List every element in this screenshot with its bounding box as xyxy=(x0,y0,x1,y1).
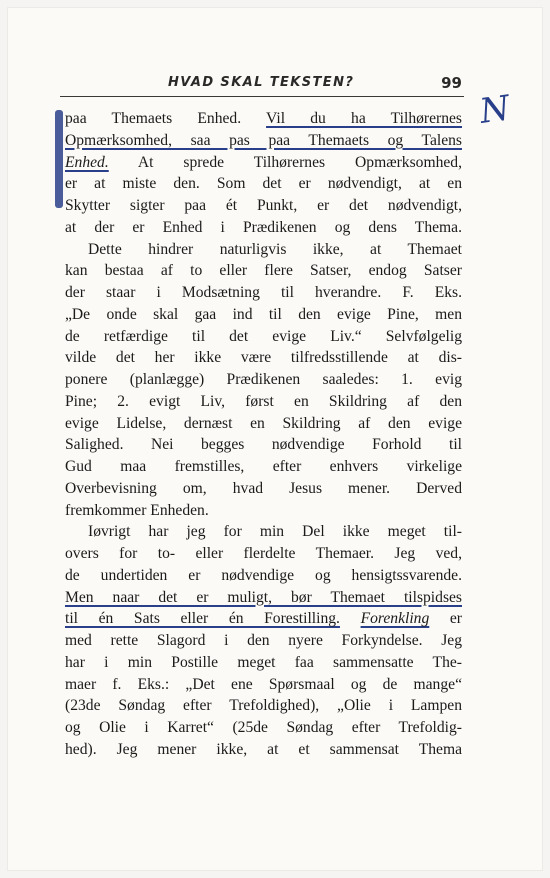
text-line: har i min Postille meget faa sammensatte The- xyxy=(65,653,462,671)
text-line: Gud maa fremstilles, efter enhvers virkelige xyxy=(65,458,462,475)
underlined-text: Vil du ha Tilhørernes xyxy=(266,110,463,127)
text-line: Opmærksomhed, saa pas paa Themaets og Talens xyxy=(65,131,462,149)
text-line: de retfærdige til det evige Liv.“ Selvfølgelig xyxy=(65,327,462,345)
text-line: at der er Enhed i Prædikenen og dens Thema. xyxy=(65,218,462,236)
text-line: Iøvrigt har jeg for min Del ikke meget til- xyxy=(88,523,462,541)
text-line: de undertiden er nødvendige og hensigtssvarende. xyxy=(65,566,462,584)
text-line: til én Sats eller én Forestilling. Forenkling er xyxy=(65,610,462,628)
text-line: fremkommer Enheden. xyxy=(65,501,209,519)
text-line: overs for to- eller flerdelte Themaer. Jeg ved, xyxy=(65,545,462,562)
body-text xyxy=(65,108,462,761)
running-head: HVAD SKAL TEKSTEN? xyxy=(168,75,355,90)
text-line: der staar i Modsætning til hverandre. F. Eks. xyxy=(65,284,462,301)
text-line: Enhed. At sprede Tilhørernes Opmærksomhed, xyxy=(65,153,462,171)
page-header xyxy=(60,72,464,97)
text-line: paa Themaets Enhed. Vil du ha Tilhørernes xyxy=(65,110,463,127)
text-line: „De onde skal gaa ind til den evige Pine, men xyxy=(65,305,462,323)
text-line: Men naar det er muligt, bør Themaet tilspidses xyxy=(65,588,462,606)
text-line: Pine; 2. evigt Liv, først en Skildring af den xyxy=(65,392,462,410)
text-line: Salighed. Nei begges nødvendige Forhold til xyxy=(65,436,462,454)
text-line: er at miste den. Som det er nødvendigt, at en xyxy=(65,175,462,193)
text-line: ponere (planlægge) Prædikenen saaledes: 1. evig xyxy=(65,371,462,388)
underlined-text: til én Sats eller én Forestilling. xyxy=(65,610,340,628)
page-number: 99 xyxy=(441,74,462,92)
text-line: vilde det her ikke være tilfredsstillende at dis- xyxy=(65,349,462,367)
text-line: Overbevisning om, hvad Jesus mener. Derved xyxy=(65,479,462,497)
margin-note: N xyxy=(477,88,513,132)
text-line: evige Lidelse, dernæst en Skildring af den evige xyxy=(65,414,462,432)
text-line: med rette Slagord i den nyere Forkyndelse. Jeg xyxy=(65,632,462,649)
underlined-text: Enhed. xyxy=(65,153,109,171)
text-line: kan bestaa af to eller flere Satser, endog Satser xyxy=(65,262,462,280)
text-line: (23de Søndag efter Trefoldighed), „Olie i Lampen xyxy=(65,697,462,715)
underlined-text: Forenkling xyxy=(360,610,430,628)
text-line: hed). Jeg mener ikke, at et sammensat Thema xyxy=(65,740,462,758)
text-line: Dette hindrer naturligvis ikke, at Themaet xyxy=(88,240,462,258)
text-line: og Olie i Karret“ (25de Søndag efter Trefoldig- xyxy=(65,719,462,736)
text-line: Skytter sigter paa ét Punkt, er det nødvendigt, xyxy=(65,197,462,214)
margin-mark xyxy=(55,110,63,208)
text-line: maer f. Eks.: „Det ene Spørsmaal og de mange“ xyxy=(65,675,462,693)
